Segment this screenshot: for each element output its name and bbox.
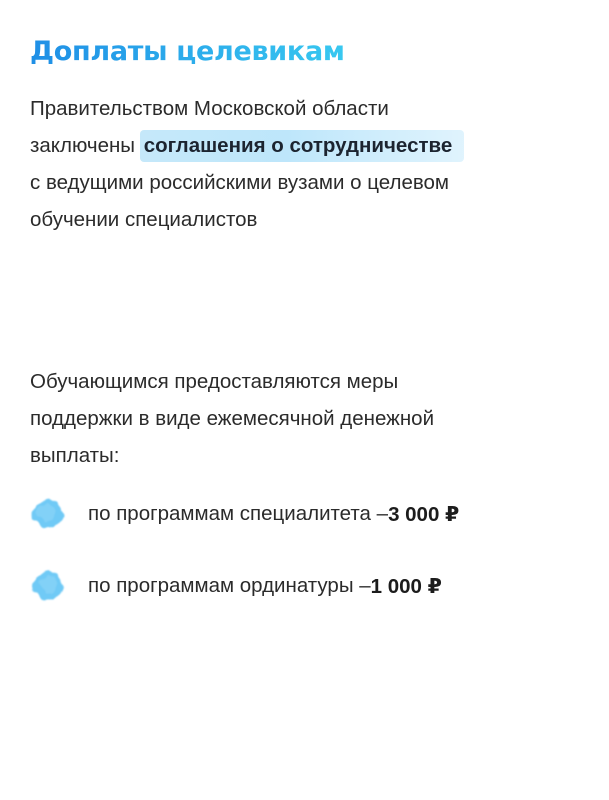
payment-item-label: по программам ординатуры –	[88, 574, 371, 597]
intro-paragraph	[30, 90, 456, 238]
intro-line-2	[30, 127, 456, 164]
payment-item-specialty	[28, 494, 459, 534]
blue-paint-blot-icon	[28, 494, 68, 534]
payment-item-label: по программам специалитета –	[88, 502, 389, 525]
payment-item-amount: 3 000 ₽	[388, 502, 460, 526]
payment-item-residency	[28, 566, 442, 606]
support-line-2: поддержки в виде ежемесячной денежной	[30, 407, 435, 430]
agreements-highlight: соглашения о сотрудничестве	[141, 127, 457, 164]
intro-line-3: с ведущими российскими вузами о целевом	[30, 171, 450, 194]
page-title	[30, 30, 350, 82]
intro-line-2-prefix: заключены	[30, 134, 141, 157]
blue-paint-blot-icon	[28, 566, 68, 606]
intro-line-4: обучении специалистов	[30, 208, 258, 231]
intro-line-1: Правительством Московской области	[30, 97, 389, 120]
page-title-text: Доплаты целевикам	[30, 36, 345, 67]
page-title-graphic	[30, 30, 350, 70]
support-paragraph	[30, 363, 434, 474]
support-line-3: выплаты:	[30, 444, 120, 467]
support-line-1: Обучающимся предоставляются меры	[30, 370, 399, 393]
payment-item-amount: 1 000 ₽	[370, 574, 442, 598]
